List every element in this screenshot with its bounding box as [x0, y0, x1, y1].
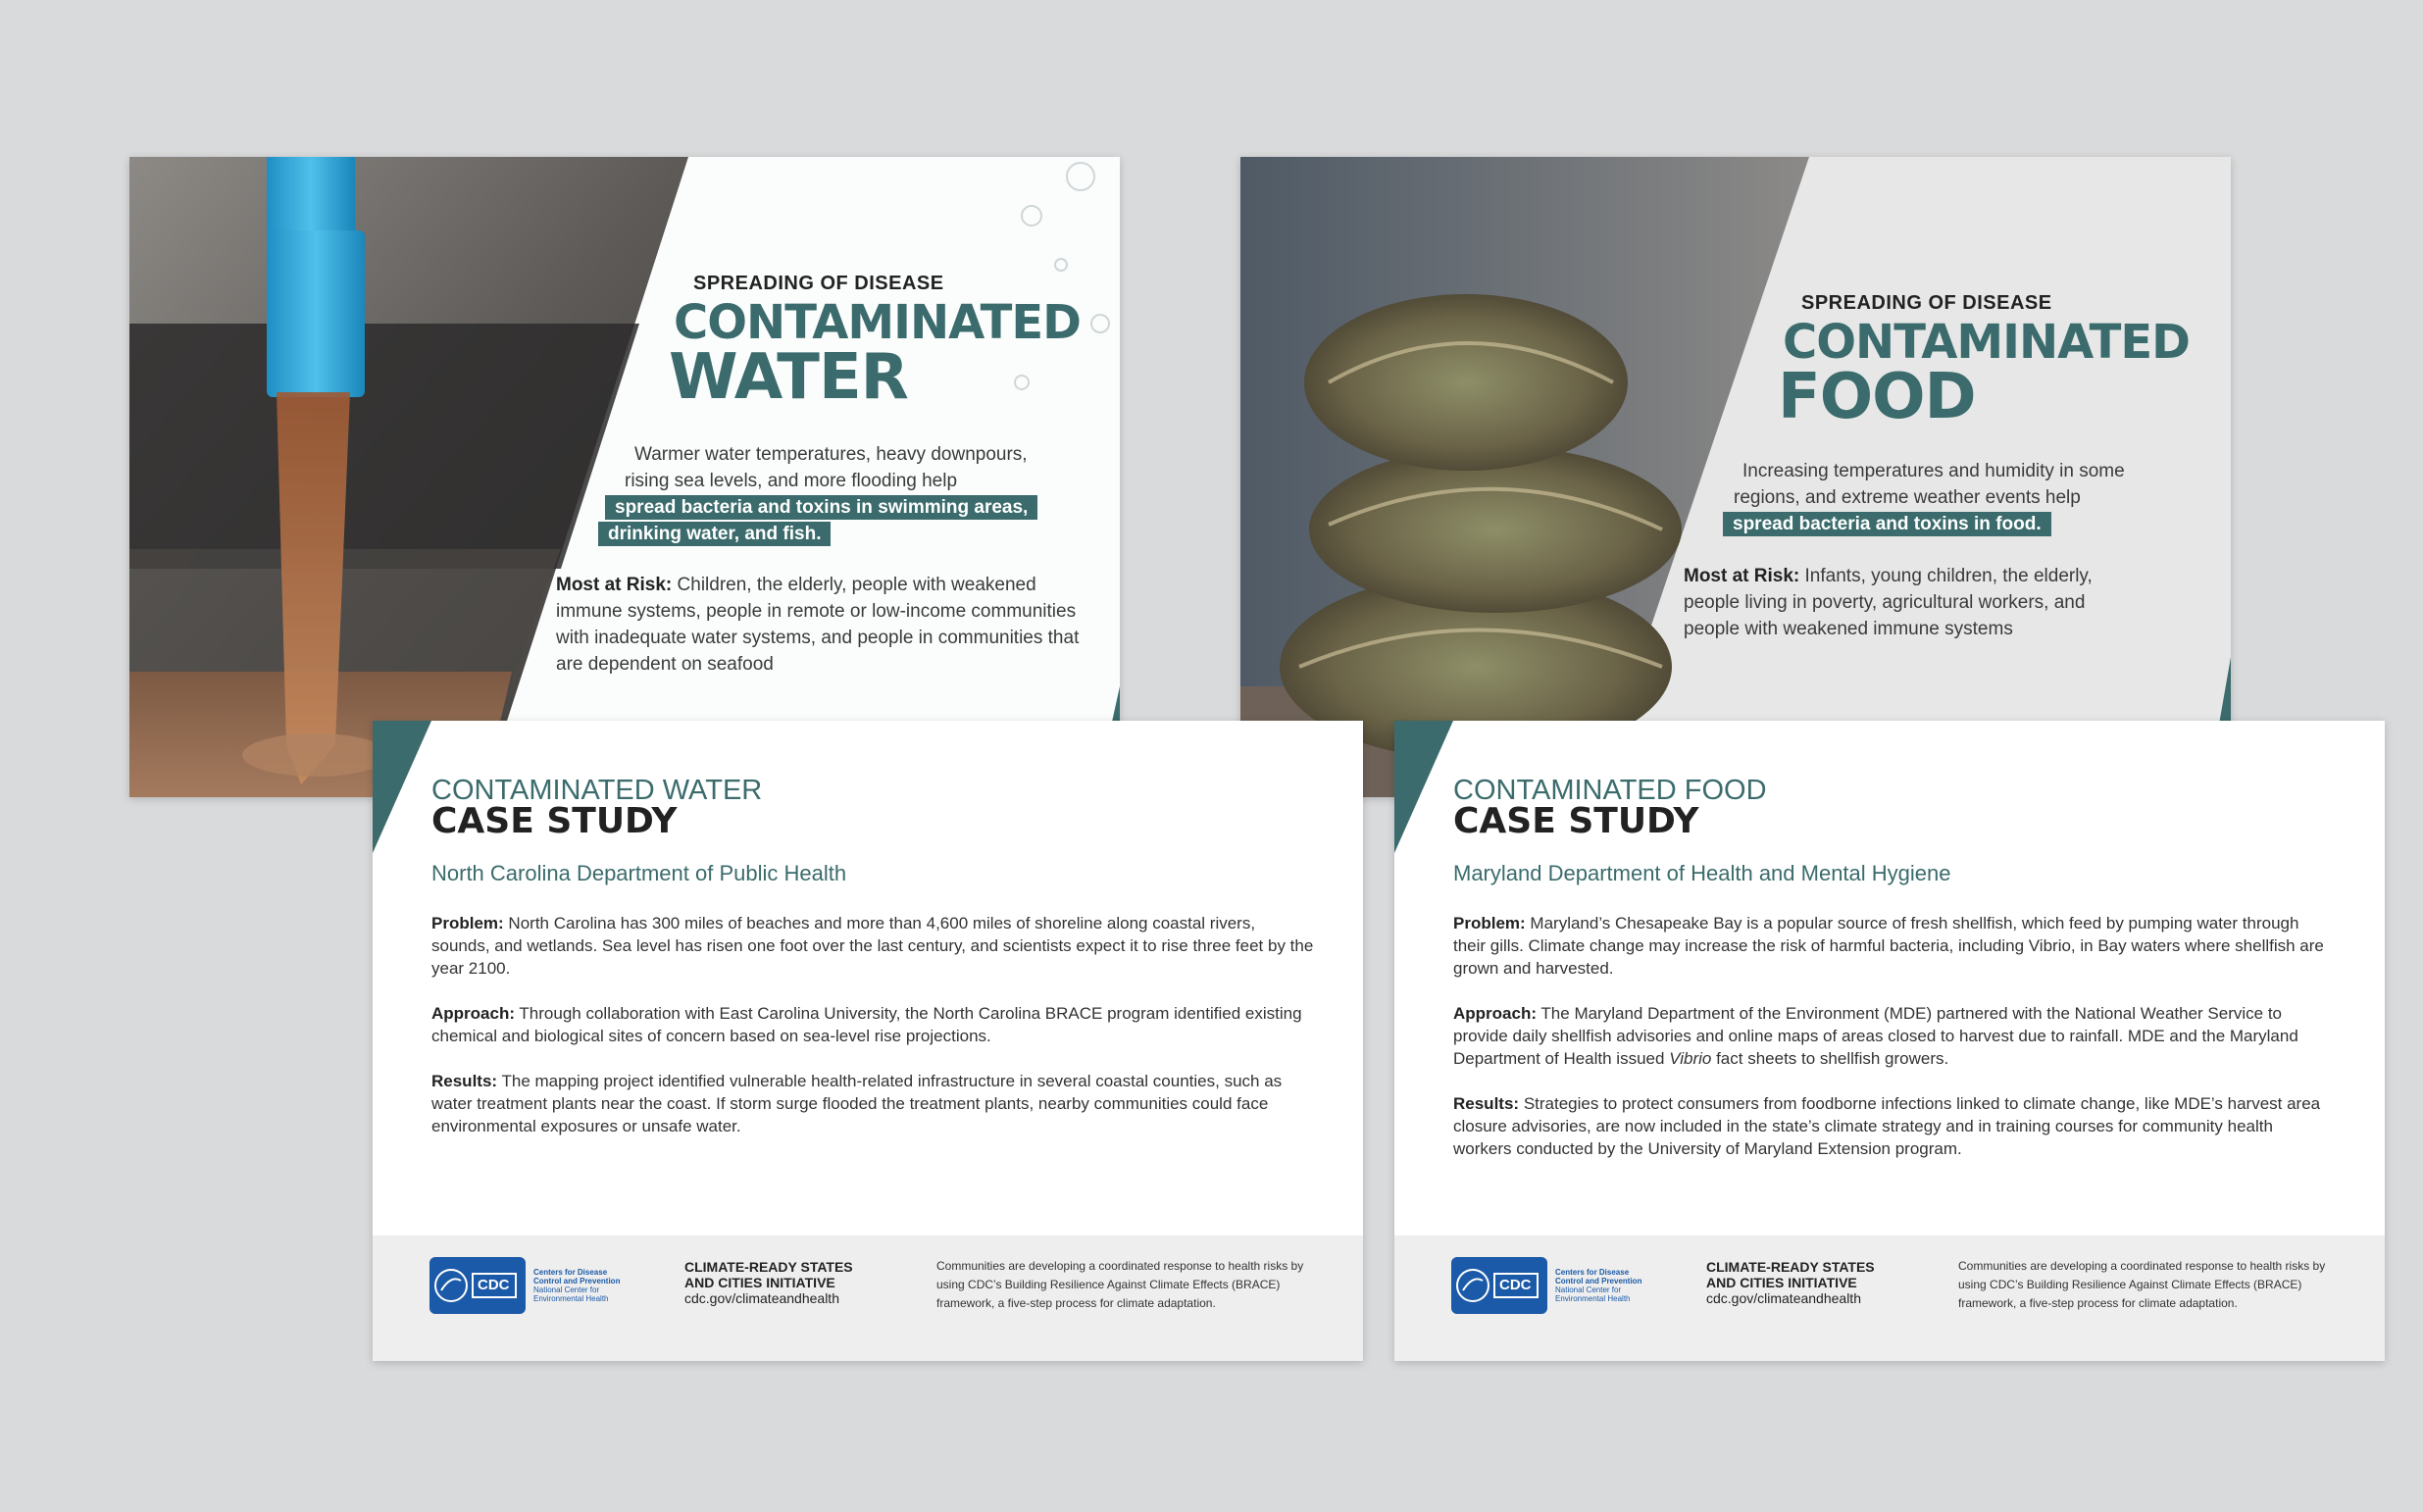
food-title-line1: CONTAMINATED [1783, 315, 2190, 370]
org-line3: National Center for [1555, 1285, 1622, 1294]
cdc-logo-mark [1451, 1257, 1547, 1314]
water-highlight-line1: spread bacteria and toxins in swimming areas, [605, 495, 1037, 520]
water-title-line2: WATER [669, 341, 908, 414]
food-case-study-card [1394, 721, 2385, 1361]
initiative-line2: AND CITIES INITIATIVE [1706, 1275, 1857, 1290]
footer-note: Communities are developing a coordinated response to health risks by using CDC’s Building Resilience Against Climate Effects (BRACE) framework, a five-step process for climate adaptation. [1958, 1259, 2326, 1310]
problem-text: North Carolina has 300 miles of beaches and more than 4,600 miles of shoreline along coastal rivers, sounds, and wetlands. Sea level has risen one foot over the last century, and scientists expect it to rise three feet by the year 2100. [431, 914, 1314, 978]
cdc-org-name [533, 1268, 641, 1303]
food-body-line1: Increasing temperatures and humidity in some [1742, 461, 2125, 481]
cdc-org-name [1555, 1268, 1663, 1303]
footer-url[interactable]: cdc.gov/climateandhealth [1706, 1290, 1861, 1306]
water-body-line2: rising sea levels, and more flooding help [625, 471, 958, 491]
teal-corner [1394, 721, 1453, 853]
card-footer [1394, 1235, 2385, 1361]
cdc-logo-mark [429, 1257, 526, 1314]
cdc-logo [429, 1257, 641, 1314]
org-line2: Control and Prevention [533, 1277, 621, 1285]
initiative-block [684, 1259, 853, 1306]
card-footer [373, 1235, 1363, 1361]
approach-text: Through collaboration with East Carolina University, the North Carolina BRACE program identified existing chemical and biological sites of concern based on sea-level rise projections. [431, 1004, 1302, 1045]
initiative-line1: CLIMATE-READY STATES [684, 1259, 853, 1275]
water-case-body [431, 912, 1314, 1160]
footer-url[interactable]: cdc.gov/climateandhealth [684, 1290, 839, 1306]
water-risk-label: Most at Risk: [556, 575, 673, 595]
cdc-logo [1451, 1257, 1663, 1314]
cdc-logo-text: CDC [1499, 1277, 1532, 1293]
food-results [1453, 1092, 2336, 1160]
approach-label: Approach: [1453, 1004, 1537, 1023]
water-eyebrow: SPREADING OF DISEASE [693, 273, 944, 294]
initiative-line2: AND CITIES INITIATIVE [684, 1275, 835, 1290]
food-risk-text: Infants, young children, the elderly, people living in poverty, agricultural workers, and people with weakened immune systems [1684, 566, 2093, 639]
water-approach [431, 1002, 1314, 1047]
org-line4: Environmental Health [1555, 1294, 1631, 1303]
food-case-dept: Maryland Department of Health and Mental Hygiene [1453, 861, 1951, 885]
water-results [431, 1070, 1314, 1137]
initiative-block [1706, 1259, 1875, 1306]
water-case-subtitle: CASE STUDY [431, 801, 678, 841]
food-title-line2: FOOD [1778, 361, 1976, 433]
water-risk [556, 572, 1090, 678]
food-case-title: CONTAMINATED FOOD [1453, 775, 1767, 806]
results-text: Strategies to protect consumers from foodborne infections linked to climate change, like MDE’s harvest area closure advisories, are now included in the state’s climate strategy and in training courses for community health workers conducted by the University of Maryland Extension program. [1453, 1094, 2321, 1158]
problem-label: Problem: [1453, 914, 1526, 932]
approach-text-end: fact sheets to shellfish growers. [1716, 1049, 1949, 1068]
water-title-line1: CONTAMINATED [674, 295, 1081, 350]
water-case-study-card [373, 721, 1363, 1361]
water-front-card [129, 157, 1120, 797]
cdc-logo-text: CDC [478, 1277, 510, 1293]
problem-label: Problem: [431, 914, 504, 932]
water-risk-text: Children, the elderly, people with weakened immune systems, people in remote or low-income communities with inadequate water systems, and people in communities that are dependent on seafood [556, 575, 1080, 675]
org-line1: Centers for Disease [533, 1268, 608, 1277]
food-risk [1684, 563, 2145, 642]
org-line3: National Center for [533, 1285, 600, 1294]
teal-corner [373, 721, 431, 853]
food-approach [1453, 1002, 2336, 1070]
org-line4: Environmental Health [533, 1294, 609, 1303]
results-label: Results: [1453, 1094, 1520, 1113]
water-body-line1: Warmer water temperatures, heavy downpours, [634, 444, 1028, 465]
food-risk-label: Most at Risk: [1684, 566, 1800, 586]
food-case-subtitle: CASE STUDY [1453, 801, 1699, 841]
approach-label: Approach: [431, 1004, 515, 1023]
food-front-card [1240, 157, 2231, 797]
footer-note: Communities are developing a coordinated response to health risks by using CDC’s Building Resilience Against Climate Effects (BRACE) framework, a five-step process for climate adaptation. [936, 1259, 1304, 1310]
org-line2: Control and Prevention [1555, 1277, 1642, 1285]
food-highlight-line1: spread bacteria and toxins in food. [1723, 512, 2051, 536]
approach-italic: Vibrio [1669, 1049, 1712, 1068]
problem-text: Maryland’s Chesapeake Bay is a popular source of fresh shellfish, which feed by pumping water through their gills. Climate change may increase the risk of harmful bacteria, including Vibrio, in Bay waters where shellfish are grown and harvested. [1453, 914, 2324, 978]
water-highlight-line2: drinking water, and fish. [598, 522, 831, 546]
food-case-body [1453, 912, 2336, 1183]
results-label: Results: [431, 1072, 498, 1090]
water-problem [431, 912, 1314, 980]
results-text: The mapping project identified vulnerable health-related infrastructure in several coastal counties, such as water treatment plants near the coast. If storm surge flooded the treatment plants, nearby communities could face environmental exposures or unsafe water. [431, 1072, 1283, 1135]
water-case-title: CONTAMINATED WATER [431, 775, 763, 806]
approach-text: The Maryland Department of the Environment (MDE) partnered with the National Weather Service to provide daily shellfish advisories and online maps of areas closed to harvest due to rainfall. MDE and the Maryland Department of Health issued [1453, 1004, 2298, 1068]
initiative-line1: CLIMATE-READY STATES [1706, 1259, 1875, 1275]
food-body-line2: regions, and extreme weather events help [1734, 487, 2081, 508]
water-case-dept: North Carolina Department of Public Health [431, 861, 847, 885]
food-problem [1453, 912, 2336, 980]
food-eyebrow: SPREADING OF DISEASE [1801, 292, 2052, 314]
org-line1: Centers for Disease [1555, 1268, 1630, 1277]
